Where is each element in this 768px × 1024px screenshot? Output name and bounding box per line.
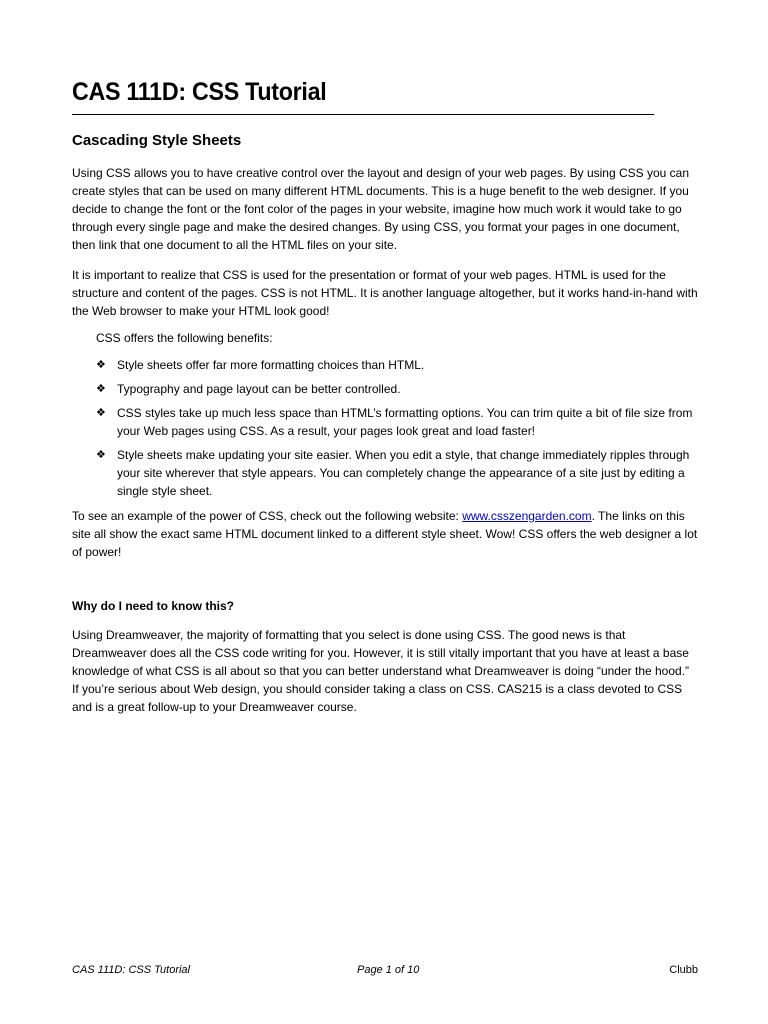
list-item	[96, 446, 698, 500]
benefits-intro: CSS offers the following benefits:	[96, 331, 273, 345]
list-item-text: Typography and page layout can be better controlled.	[117, 382, 401, 396]
list-item-text: Style sheets offer far more formatting choices than HTML.	[117, 358, 425, 372]
csszengarden-link[interactable]: www.csszengarden.com	[462, 509, 592, 523]
section-heading: Cascading Style Sheets	[72, 132, 242, 149]
document-page	[72, 0, 698, 1024]
footer-page-number: Page 1 of 10	[357, 964, 420, 976]
paragraph-intro: Using CSS allows you to have creative control over the layout and design of your web pages. By using CSS you can create styles that can be used on many different HTML documents. This is a huge benefit to the web designer. If you decide to change the font or the font color of the pages in your website, imagine how much work it would take to go through every single page and make the desired changes. By using CSS, you format your pages in one document, then link that one document to all the HTML files on your site.	[72, 166, 690, 252]
diamond-bullet-icon: ❖	[96, 449, 106, 461]
diamond-bullet-icon: ❖	[96, 383, 106, 395]
paragraph-example-text-after: . The links on this site all show the exact same HTML document linked to a different style sheet. Wow! CSS offers the web designer a lot of power!	[72, 509, 698, 559]
list-item-text: CSS styles take up much less space than HTML’s formatting options. You can trim quite a bit of file size from your Web pages using CSS. As a result, your pages look great and load faster!	[117, 406, 693, 438]
benefits-list	[96, 356, 698, 506]
list-item-text: Style sheets make updating your site easier. When you edit a style, that change immediately ripples through your site wherever that style appears. You can completely change the appearance of a site just by editing a single style sheet.	[117, 448, 690, 498]
diamond-bullet-icon: ❖	[96, 407, 106, 419]
list-item	[96, 356, 698, 374]
document-title: CAS 111D: CSS Tutorial	[72, 76, 654, 115]
list-item	[96, 380, 698, 398]
footer-author: Clubb	[669, 964, 698, 976]
paragraph-dreamweaver: Using Dreamweaver, the majority of formatting that you select is done using CSS. The good news is that Dreamweaver does all the CSS code writing for you. However, it is still vitally important that you have at least a base knowledge of what CSS is all about so that you can better understand what Dreamweaver is doing “under the hood.” If you’re serious about Web design, you should consider taking a class on CSS. CAS215 is a class devoted to CSS and is a great follow-up to your Dreamweaver course.	[72, 628, 690, 714]
list-item	[96, 404, 698, 440]
subheading-why: Why do I need to know this?	[72, 599, 234, 613]
footer-doc-title: CAS 111D: CSS Tutorial	[72, 964, 190, 976]
paragraph-presentation: It is important to realize that CSS is used for the presentation or format of your web pages. HTML is used for the structure and content of the pages. CSS is not HTML. It is another language altogether, but it works hand-in-hand with the Web browser to make your HTML look good!	[72, 268, 698, 318]
paragraph-example	[72, 507, 698, 561]
diamond-bullet-icon: ❖	[96, 359, 106, 371]
page-footer	[72, 960, 698, 980]
paragraph-example-text-before: To see an example of the power of CSS, check out the following website:	[72, 509, 463, 523]
